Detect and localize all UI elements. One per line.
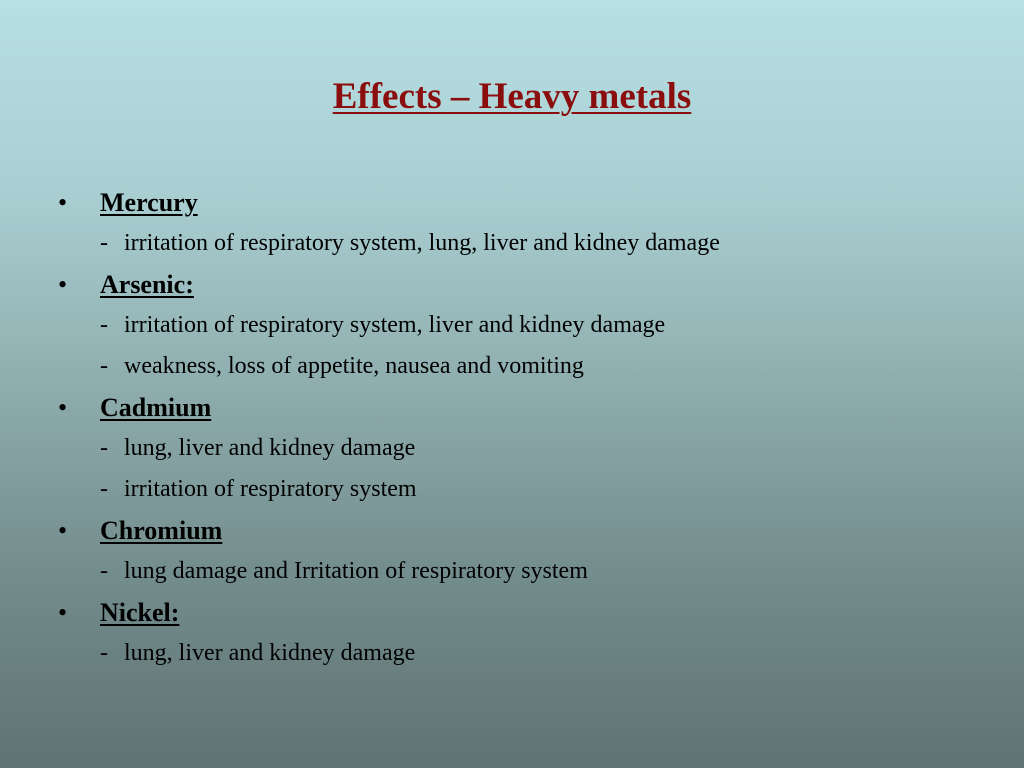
item-heading [58,182,998,223]
bullet-icon: • [58,393,68,422]
list-item-mercury [58,182,998,264]
detail-text: irritation of respiratory system, liver and kidney damage [124,312,666,338]
detail-text: lung, liver and kidney damage [124,640,416,666]
detail-line [58,223,998,264]
detail-text: irritation of respiratory system, lung, liver and kidney damage [124,230,720,256]
detail-text: lung, liver and kidney damage [124,435,416,461]
bullet-icon: • [58,516,68,545]
detail-text: lung damage and Irritation of respiratory system [124,558,588,584]
dash-icon: - [100,640,108,666]
item-name: Nickel: [100,598,180,627]
dash-icon: - [100,476,108,502]
list-item-nickel [58,592,998,674]
item-heading [58,592,998,633]
dash-icon: - [100,312,108,338]
bullet-icon: • [58,270,68,299]
detail-text: weakness, loss of appetite, nausea and vomiting [124,353,584,379]
bullet-icon: • [58,188,68,217]
detail-line [58,633,998,674]
item-heading [58,387,998,428]
item-name: Cadmium [100,393,212,422]
item-heading [58,264,998,305]
detail-text: irritation of respiratory system [124,476,417,502]
list-item-chromium [58,510,998,592]
slide-title: Effects – Heavy metals [332,76,692,117]
dash-icon: - [100,230,108,256]
list-item-arsenic [58,264,998,387]
dash-icon: - [100,435,108,461]
dash-icon: - [100,558,108,584]
detail-line [58,469,998,510]
list-item-cadmium [58,387,998,510]
item-name: Mercury [100,188,198,217]
detail-line [58,346,998,387]
bullet-list [58,182,998,674]
detail-line [58,428,998,469]
detail-line [58,551,998,592]
item-heading [58,510,998,551]
dash-icon: - [100,353,108,379]
item-name: Arsenic: [100,270,194,299]
item-name: Chromium [100,516,223,545]
detail-line [58,305,998,346]
bullet-icon: • [58,598,68,627]
